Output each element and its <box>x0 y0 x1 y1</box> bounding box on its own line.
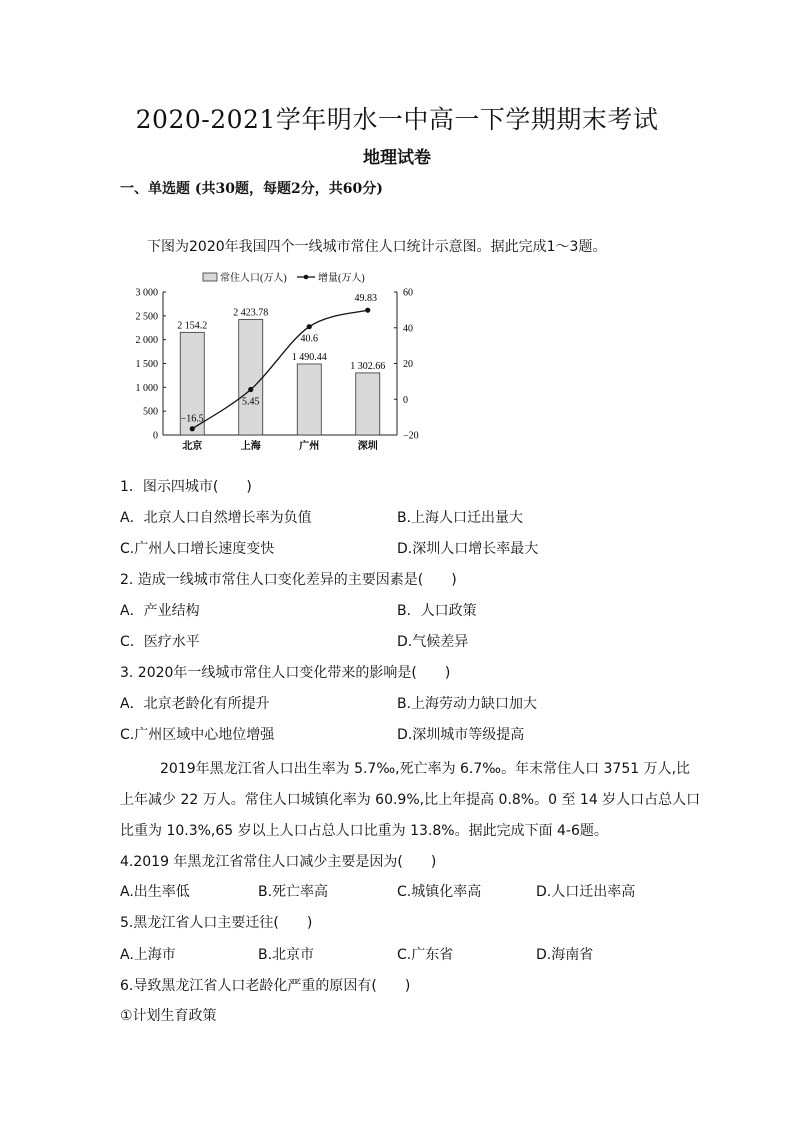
question-5-option-d[interactable]: D.海南省 <box>536 947 594 963</box>
y-left-tick-label: 500 <box>143 406 158 418</box>
question-3-option-c[interactable]: C.广州区域中心地位增强 <box>120 727 275 743</box>
y-left-tick-label: 1 500 <box>135 359 158 370</box>
legend-line-label: 增量(万人) <box>318 273 365 284</box>
y-right-tick-label: −20 <box>403 430 419 442</box>
question-3-option-d[interactable]: D.深圳城市等级提高 <box>397 727 525 743</box>
x-tick-label: 深圳 <box>357 441 378 452</box>
bar-value-label: 2 154.2 <box>177 320 208 332</box>
passage-line-2: 上年减少 22 万人。常住人口城镇化率为 60.9%,比上年提高 0.8%。0 至 14 岁人口占总人口 <box>120 792 701 808</box>
legend-bar-label: 常住人口(万人) <box>220 273 287 284</box>
y-right-tick-label: 20 <box>403 359 413 370</box>
increment-value-label: 49.83 <box>354 293 377 305</box>
increment-value-label: 40.6 <box>300 333 318 345</box>
bar-value-label: 1 302.66 <box>350 360 386 372</box>
question-2-option-a[interactable]: A．产业结构 <box>120 603 200 619</box>
question-5-option-b[interactable]: B.北京市 <box>258 947 315 963</box>
x-tick-label: 北京 <box>182 441 203 452</box>
bar <box>297 364 321 435</box>
increment-line <box>192 310 368 429</box>
question-1-option-a[interactable]: A．北京人口自然增长率为负值 <box>120 510 312 526</box>
question-2-option-b[interactable]: B．人口政策 <box>397 603 477 619</box>
increment-point <box>365 308 370 313</box>
question-5-option-a[interactable]: A.上海市 <box>120 947 176 963</box>
question-4-stem: 4.2019 年黑龙江省常住人口减少主要是因为( ) <box>120 854 437 870</box>
question-3-option-a[interactable]: A．北京老龄化有所提升 <box>120 696 270 712</box>
passage-line-3: 比重为 10.3%,65 岁以上人口占总人口比重为 13.8%。据此完成下面 4-6题。 <box>120 823 608 839</box>
y-left-tick-label: 2 000 <box>135 335 158 347</box>
increment-value-label: 5.45 <box>242 396 260 408</box>
y-left-tick-label: 1 000 <box>135 382 158 394</box>
question-1-option-d[interactable]: D.深圳人口增长率最大 <box>397 541 539 557</box>
question-1-stem: 1．图示四城市( ) <box>120 479 252 495</box>
question-4-option-d[interactable]: D.人口迁出率高 <box>536 884 636 900</box>
section-heading: 一、单选题 (共30题，每题2分，共60分) <box>120 181 383 197</box>
question-5-stem: 5.黑龙江省人口主要迁往( ) <box>120 915 313 931</box>
question-5-option-c[interactable]: C.广东省 <box>397 947 454 963</box>
bar-value-label: 1 490.44 <box>291 351 327 363</box>
legend-line-marker <box>304 275 309 280</box>
question-3-option-b[interactable]: B.上海劳动力缺口加大 <box>397 696 538 712</box>
question-1-option-b[interactable]: B.上海人口迁出量大 <box>397 510 524 526</box>
x-tick-label: 广州 <box>299 441 320 452</box>
question-2-stem: 2. 造成一线城市常住人口变化差异的主要因素是( ) <box>120 572 457 588</box>
question-3-stem: 3. 2020年一线城市常住人口变化带来的影响是( ) <box>120 665 451 681</box>
y-right-tick-label: 40 <box>403 323 413 335</box>
increment-point <box>248 387 253 392</box>
y-right-tick-label: 60 <box>403 287 413 299</box>
bar <box>239 319 263 435</box>
page-title: 2020-2021学年明水一中高一下学期期末考试 <box>135 105 659 134</box>
question-4-option-a[interactable]: A.出生率低 <box>120 884 190 900</box>
bar-value-label: 2 423.78 <box>233 307 269 319</box>
question-2-option-c[interactable]: C．医疗水平 <box>120 634 200 650</box>
question-6-option-1: ①计划生育政策 <box>120 1008 217 1024</box>
increment-value-label: −16.5 <box>180 413 204 425</box>
increment-point <box>307 324 312 329</box>
population-chart <box>125 268 435 458</box>
passage-line-1: 2019年黑龙江省人口出生率为 5.7‰,死亡率为 6.7‰。年末常住人口 3751 万人,比 <box>160 761 691 777</box>
page-subtitle: 地理试卷 <box>363 148 431 168</box>
y-left-tick-label: 2 500 <box>135 311 158 323</box>
increment-point <box>190 426 195 431</box>
bar <box>356 373 380 435</box>
x-tick-label: 上海 <box>240 441 261 452</box>
question-4-option-b[interactable]: B.死亡率高 <box>258 884 329 900</box>
intro-text: 下图为2020年我国四个一线城市常住人口统计示意图。据此完成1～3题。 <box>147 239 607 255</box>
question-6-stem: 6.导致黑龙江省人口老龄化严重的原因有( ) <box>120 978 411 994</box>
y-left-tick-label: 0 <box>153 430 158 442</box>
question-4-option-c[interactable]: C.城镇化率高 <box>397 884 482 900</box>
question-2-option-d[interactable]: D.气候差异 <box>397 634 469 650</box>
y-left-tick-label: 3 000 <box>135 287 158 299</box>
y-right-tick-label: 0 <box>403 394 408 406</box>
legend-bar-swatch <box>203 273 217 281</box>
question-1-option-c[interactable]: C.广州人口增长速度变快 <box>120 541 275 557</box>
